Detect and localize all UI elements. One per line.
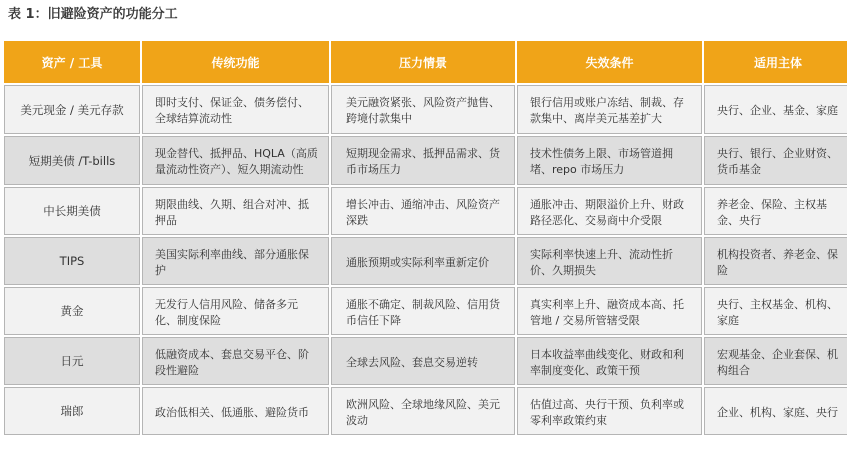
cell-asset: 短期美债 /T-bills (4, 136, 140, 185)
cell-stress: 通胀预期或实际利率重新定价 (331, 237, 515, 285)
cell-asset: TIPS (4, 237, 140, 285)
header-user: 适用主体 (704, 41, 847, 83)
header-stress: 压力情景 (331, 41, 515, 83)
cell-failure: 技术性债务上限、市场管道拥堵、repo 市场压力 (517, 136, 702, 185)
cell-function: 期限曲线、久期、组合对冲、抵押品 (142, 187, 329, 235)
cell-user: 宏观基金、企业套保、机构组合 (704, 337, 847, 385)
cell-asset: 瑞郎 (4, 387, 140, 435)
cell-failure: 通胀冲击、期限溢价上升、财政路径恶化、交易商中介受限 (517, 187, 702, 235)
cell-asset: 日元 (4, 337, 140, 385)
asset-function-table (4, 41, 844, 435)
cell-asset: 黄金 (4, 287, 140, 335)
cell-stress: 增长冲击、通缩冲击、风险资产深跌 (331, 187, 515, 235)
cell-function: 无发行人信用风险、储备多元化、制度保险 (142, 287, 329, 335)
cell-user: 央行、银行、企业财资、货币基金 (704, 136, 847, 185)
cell-failure: 估值过高、央行干预、负利率或零利率政策约束 (517, 387, 702, 435)
cell-asset: 美元现金 / 美元存款 (4, 85, 140, 134)
cell-function: 低融资成本、套息交易平仓、阶段性避险 (142, 337, 329, 385)
cell-stress: 全球去风险、套息交易逆转 (331, 337, 515, 385)
cell-function: 美国实际利率曲线、部分通胀保护 (142, 237, 329, 285)
cell-user: 央行、主权基金、机构、家庭 (704, 287, 847, 335)
cell-asset: 中长期美债 (4, 187, 140, 235)
cell-function: 政治低相关、低通胀、避险货币 (142, 387, 329, 435)
cell-stress: 美元融资紧张、风险资产抛售、跨境付款集中 (331, 85, 515, 134)
cell-user: 央行、企业、基金、家庭 (704, 85, 847, 134)
cell-user: 企业、机构、家庭、央行 (704, 387, 847, 435)
cell-failure: 实际利率快速上升、流动性折价、久期损失 (517, 237, 702, 285)
header-asset: 资产 / 工具 (4, 41, 140, 83)
cell-user: 机构投资者、养老金、保险 (704, 237, 847, 285)
table-title: 表 1：旧避险资产的功能分工 (8, 7, 178, 22)
cell-stress: 通胀不确定、制裁风险、信用货币信任下降 (331, 287, 515, 335)
cell-function: 即时支付、保证金、债务偿付、全球结算流动性 (142, 85, 329, 134)
cell-user: 养老金、保险、主权基金、央行 (704, 187, 847, 235)
cell-function: 现金替代、抵押品、HQLA（高质量流动性资产）、短久期流动性 (142, 136, 329, 185)
header-failure: 失效条件 (517, 41, 702, 83)
header-function: 传统功能 (142, 41, 329, 83)
cell-failure: 真实利率上升、融资成本高、托管地 / 交易所管辖受限 (517, 287, 702, 335)
cell-failure: 银行信用或账户冻结、制裁、存款集中、离岸美元基差扩大 (517, 85, 702, 134)
cell-stress: 短期现金需求、抵押品需求、货币市场压力 (331, 136, 515, 185)
cell-failure: 日本收益率曲线变化、财政和利率制度变化、政策干预 (517, 337, 702, 385)
cell-stress: 欧洲风险、全球地缘风险、美元波动 (331, 387, 515, 435)
